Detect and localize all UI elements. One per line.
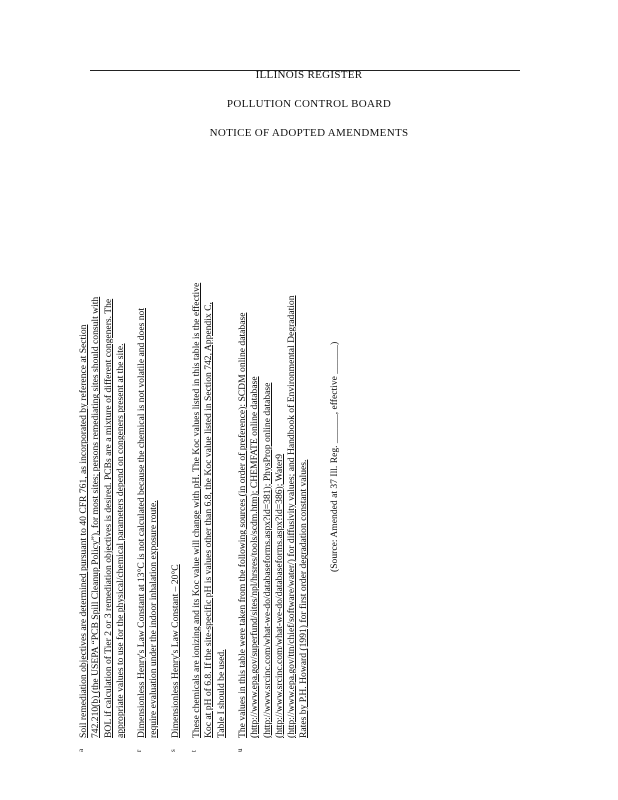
footnote-line: (http://www.epa.gov/ttn/chief/software/water/) for diffusivity values; and Handbook of Environmental Degradation — [286, 295, 298, 738]
footnote-line: These chemicals are ionizing and its Koc value will change with pH. The Koc values listed in this table is the effective — [191, 282, 203, 738]
footnote-line: Table I should be used. — [215, 649, 227, 738]
footnote-u — [237, 142, 311, 752]
footnote-line: Soil remediation objectives are determined pursuant to 40 CFR 761, as incorporated by reference at Section — [78, 324, 89, 738]
footnote-line: Dimensionless Henry's Law Constant – 20°C — [169, 564, 181, 738]
footnote-line: appropriate values to use for the physical/chemical parameters depend on congeners present at the site. — [114, 343, 126, 738]
footnote-a — [78, 142, 127, 752]
footnote-line: BOL if calculation of Tier 2 or 3 remediation objectives is desired. PCBs are a mixture of different congeners. The — [102, 298, 114, 738]
footnote-line: (http://www.srcinc.com/what-we-do/databaseforms.aspx?id=386); Water9 — [273, 453, 285, 738]
footnote-marker: u — [235, 748, 244, 752]
board-title: POLLUTION CONTROL BOARD — [226, 98, 392, 110]
footnote-s — [170, 142, 182, 752]
footnote-line: 742.210(b) (the USEPA “PCB Spill Cleanup Policy”), for most sites; persons remediating sites should consult with — [90, 296, 102, 738]
footnote-line: Koc at pH of 6.8. If the site-specific pH is values other than 6.8, the Koc value listed in Section 742, Appendix C, — [203, 302, 215, 738]
footnote-line: require evaluation under the indoor inhalation exposure route. — [148, 500, 160, 738]
notice-title: NOTICE OF ADOPTED AMENDMENTS — [209, 127, 409, 139]
footnote-line: The values in this table were taken from the following sources (in order of preference): SCDM online database — [236, 312, 248, 738]
footnote-marker: r — [135, 749, 144, 752]
register-title: ILLINOIS REGISTER — [255, 69, 363, 81]
footnote-line: Dimensionless Henry's Law Constant at 13°C is not calculated because the chemical is not volatile and does not — [136, 308, 148, 738]
footnote-marker: a — [77, 748, 85, 752]
footnote-line: (http://www.srcinc.com/what-we-do/databaseforms.aspx?id=381); PhysProp online database — [261, 382, 273, 738]
footnote-marker: s — [168, 749, 177, 752]
footnote-t — [191, 142, 228, 752]
footnote-marker: t — [190, 750, 199, 752]
footnotes-block — [78, 142, 368, 752]
footnote-r — [136, 142, 161, 752]
footnote-line: Rates by P.H. Howard (1991) for first order degradation constant values. — [298, 459, 310, 738]
footnote-line: (http://www.epa.gov/superfund/sites/npl/hrsres/tools/scdm.htm); CHEMFATE online database — [249, 376, 261, 738]
source-note: (Source: Amended at 37 Ill. Reg. ______, effective ______) — [328, 341, 340, 572]
